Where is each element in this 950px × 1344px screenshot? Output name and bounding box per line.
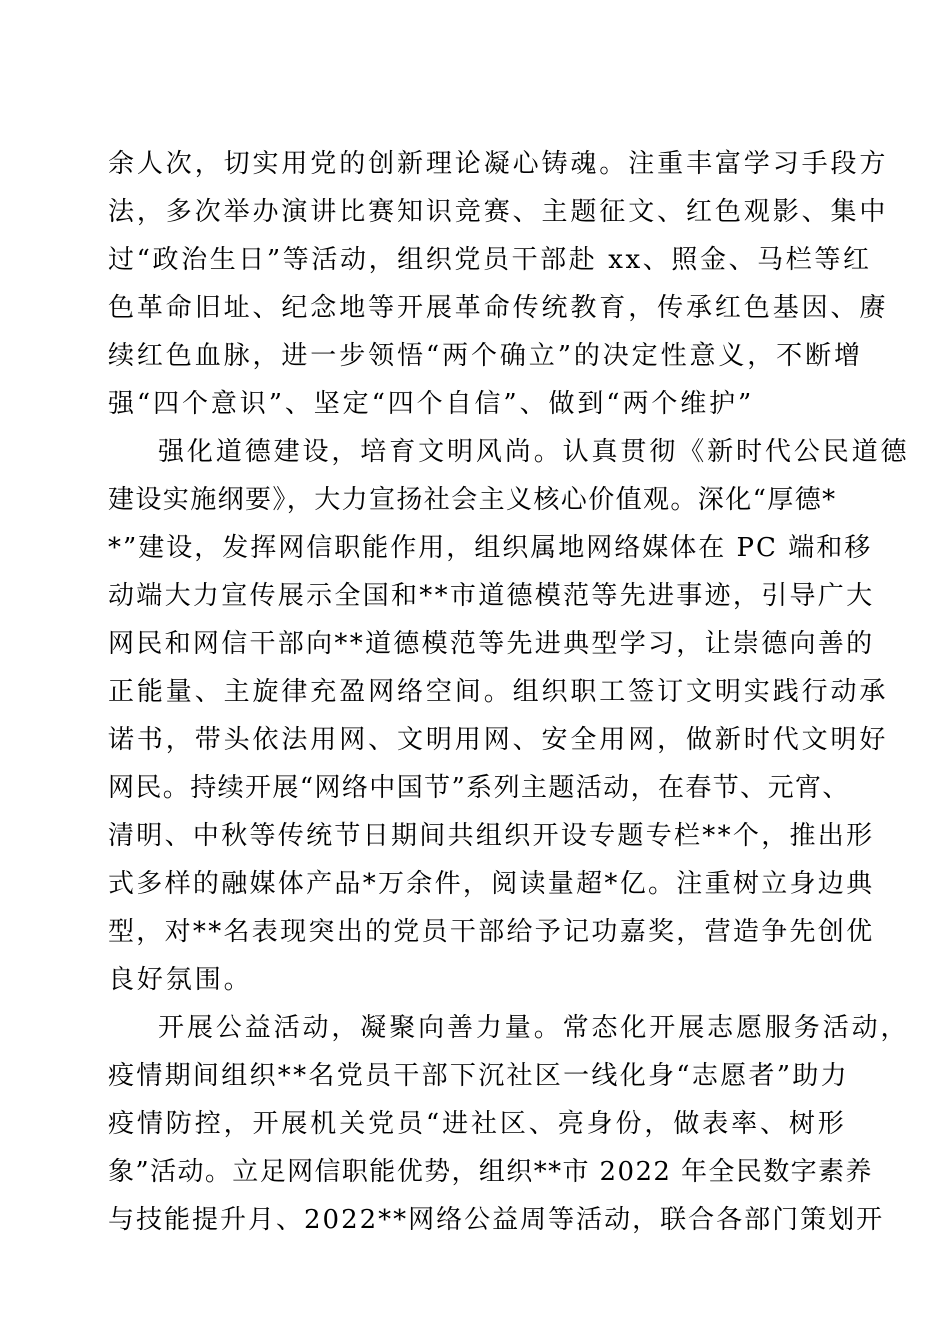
text-line: 良好氛围。 bbox=[108, 965, 253, 995]
paragraph-first-line: 开展公益活动，凝聚向善力量。常态化开展志愿服务活动， bbox=[158, 1013, 910, 1043]
text-line: 网民。持续开展“网络中国节”系列主题活动，在春节、元宵、 bbox=[108, 773, 850, 803]
text-line: 动端大力宣传展示全国和**市道德模范等先进事迹，引导广大 bbox=[108, 581, 875, 611]
text-line: 色革命旧址、纪念地等开展革命传统教育，传承红色基因、赓 bbox=[108, 293, 889, 323]
text-line: 清明、中秋等传统节日期间共组织开设专题专栏**个，推出形 bbox=[108, 821, 875, 851]
text-line: 正能量、主旋律充盈网络空间。组织职工签订文明实践行动承 bbox=[108, 677, 889, 707]
text-line: 诺书，带头依法用网、文明用网、安全用网，做新时代文明好 bbox=[108, 725, 889, 755]
text-line: 建设实施纲要》，大力宣扬社会主义核心价值观。深化“厚德* bbox=[108, 485, 837, 515]
text-line: 疫情防控，开展机关党员“进社区、亮身份，做表率、树形 bbox=[108, 1109, 847, 1139]
text-line: 疫情期间组织**名党员干部下沉社区一线化身“志愿者”助力 bbox=[108, 1061, 849, 1091]
text-line: 强“四个意识”、坚定“四个自信”、做到“两个维护” bbox=[108, 389, 755, 419]
paragraph-first-line: 强化道德建设，培育文明风尚。认真贯彻《新时代公民道德 bbox=[158, 437, 910, 467]
text-line: 续红色血脉，进一步领悟“两个确立”的决定性意义，不断增 bbox=[108, 341, 863, 371]
text-line: 型，对**名表现突出的党员干部给予记功嘉奖，营造争先创优 bbox=[108, 917, 875, 947]
text-line: 式多样的融媒体产品*万余件，阅读量超*亿。注重树立身边典 bbox=[108, 869, 875, 899]
text-line: 与技能提升月、2022**网络公益周等活动，联合各部门策划开 bbox=[108, 1205, 885, 1235]
text-line: 余人次，切实用党的创新理论凝心铸魂。注重丰富学习手段方 bbox=[108, 149, 889, 179]
text-line: *”建设，发挥网信职能作用，组织属地网络媒体在 PC 端和移 bbox=[108, 533, 873, 563]
text-line: 法，多次举办演讲比赛知识竞赛、主题征文、红色观影、集中 bbox=[108, 197, 889, 227]
text-line: 象”活动。立足网信职能优势，组织**市 2022 年全民数字素养 bbox=[108, 1157, 873, 1187]
text-line: 过“政治生日”等活动，组织党员干部赴 xx、照金、马栏等红 bbox=[108, 245, 872, 275]
text-line: 网民和网信干部向**道德模范等先进典型学习，让崇德向善的 bbox=[108, 629, 875, 659]
